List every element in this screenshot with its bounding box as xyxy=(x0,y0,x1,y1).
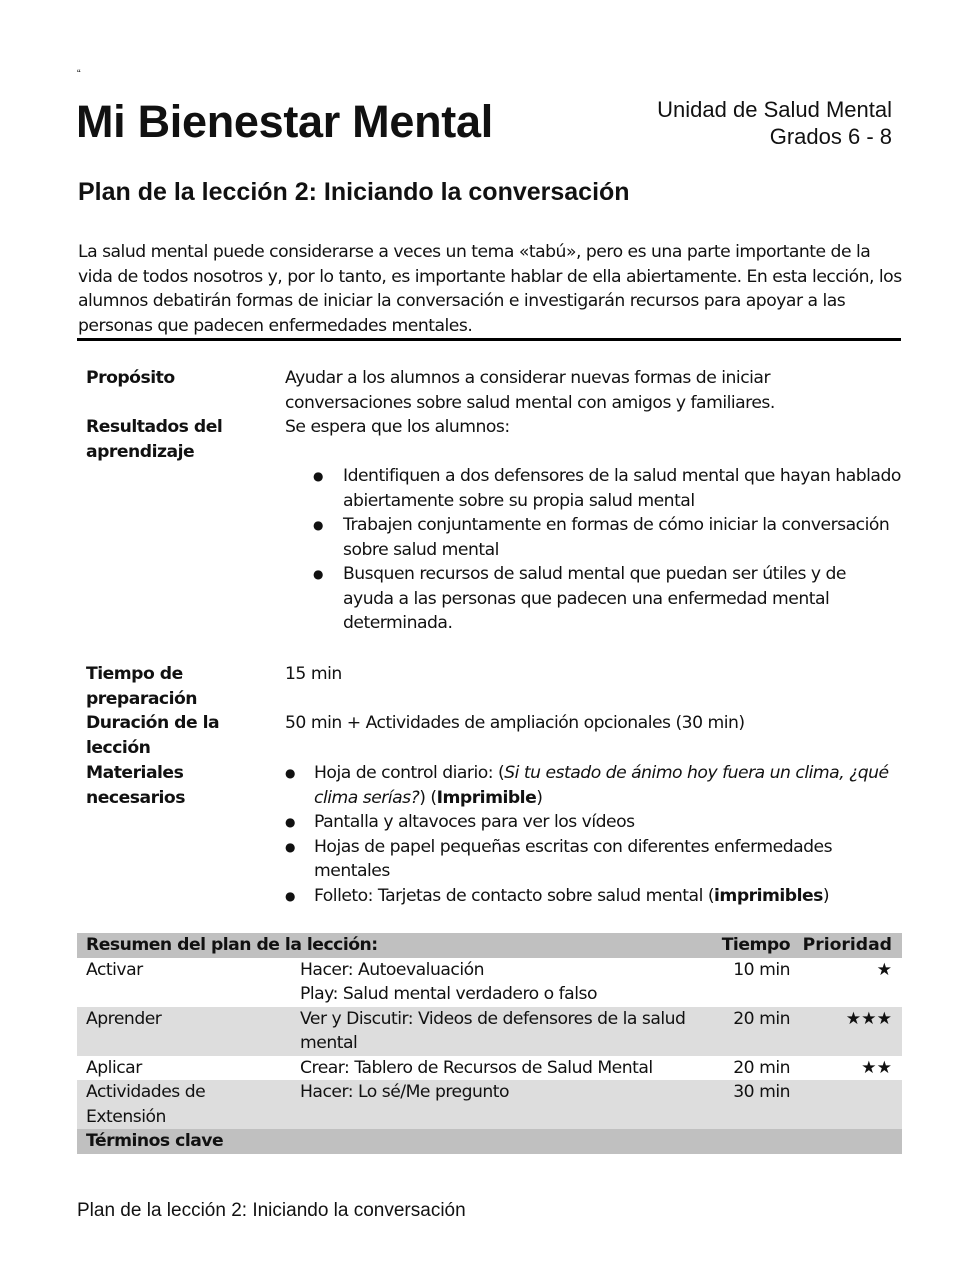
material-text: ) ( xyxy=(419,787,437,808)
list-item: ● Busquen recursos de salud mental que puedan ser útiles y de ayuda a las personas que padecen una enfermedad mental determinada. xyxy=(285,562,901,636)
material-text: ) xyxy=(536,787,543,808)
list-item: ● Hojas de papel pequeñas escritas con diferentes enfermedades mentales xyxy=(285,835,901,884)
time-column-header: Tiempo xyxy=(721,935,790,955)
activity-cell: Hacer: Lo sé/Me pregunto xyxy=(300,1082,510,1102)
list-item xyxy=(285,884,901,909)
priority-stars: ★★ xyxy=(861,1057,892,1078)
printable-tag: imprimibles xyxy=(714,885,823,906)
priority-column-header: Prioridad xyxy=(802,935,892,955)
page-footer: Plan de la lección 2: Iniciando la conversación xyxy=(77,1200,466,1221)
lesson-title: Plan de la lección 2: Iniciando la conversación xyxy=(78,178,630,206)
prep-row xyxy=(77,662,901,711)
quote-mark: “ xyxy=(77,68,81,80)
list-item: ● Pantalla y altavoces para ver los vídeos xyxy=(285,810,901,835)
document-title: Mi Bienestar Mental xyxy=(76,96,493,147)
activity-line: Hacer: Autoevaluación xyxy=(300,959,485,980)
time-cell: 10 min xyxy=(733,959,790,980)
activity-cell: Ver y Discutir: Videos de defensores de la salud mental xyxy=(300,1008,686,1053)
materials-label: Materiales necesarios xyxy=(86,763,185,808)
unit-name: Unidad de Salud Mental xyxy=(657,97,892,122)
material-text: Folleto: Tarjetas de contacto sobre salud mental ( xyxy=(314,885,715,906)
activity-cell xyxy=(300,958,720,1007)
phase-cell: Aplicar xyxy=(86,1057,142,1078)
activity-cell: Crear: Tablero de Recursos de Salud Mental xyxy=(300,1057,653,1078)
table-row xyxy=(77,958,902,1007)
phase-cell: Activar xyxy=(86,959,143,980)
list-item xyxy=(285,761,901,810)
material-italic-text: Si tu estado de ánimo hoy fuera un clima, ¿qué clima serías? xyxy=(314,763,889,808)
phase-cell: Actividades de Extensión xyxy=(86,1082,206,1127)
table-row xyxy=(77,1007,902,1056)
material-text: ) xyxy=(822,885,830,906)
outcomes-label: Resultados del aprendizaje xyxy=(86,417,223,462)
outcomes-content xyxy=(285,415,901,636)
summary-header: Resumen del plan de la lección: xyxy=(86,935,378,955)
key-terms-label: Términos clave xyxy=(86,1131,224,1151)
grade-range: Grados 6 - 8 xyxy=(769,124,892,149)
printable-tag: Imprimible xyxy=(436,787,537,808)
duration-label: Duración de la lección xyxy=(86,713,220,758)
list-item: ● Identifiquen a dos defensores de la salud mental que hayan hablado abiertamente sobre su propia salud mental xyxy=(285,464,901,513)
activity-line: Play: Salud mental verdadero o falso xyxy=(300,984,597,1004)
materials-row xyxy=(77,761,901,908)
unit-info xyxy=(657,96,892,150)
material-text: Hoja de control diario: ( xyxy=(314,763,505,783)
intro-paragraph: La salud mental puede considerarse a veces un tema «tabú», pero es una parte importante de la vida de todos nosotros y, por lo tanto, es importante hablar de ella abiertamente. En esta lección, los alumnos debatirán formas de iniciar la conversación e investigarán recursos para apoyar a las personas que padecen enfermedades mentales. xyxy=(78,242,902,336)
outcomes-list xyxy=(285,464,901,636)
time-cell: 30 min xyxy=(733,1082,790,1102)
priority-stars: ★ xyxy=(876,959,892,980)
duration-row xyxy=(77,711,901,760)
table-row xyxy=(77,1080,902,1129)
purpose-row xyxy=(77,366,901,415)
summary-table xyxy=(77,933,902,1154)
list-item: ● Trabajen conjuntamente en formas de cómo iniciar la conversación sobre salud mental xyxy=(285,513,901,562)
purpose-label: Propósito xyxy=(86,368,175,388)
priority-stars xyxy=(790,1080,902,1129)
materials-content xyxy=(285,761,901,908)
priority-stars: ★★★ xyxy=(845,1008,892,1029)
prep-value: 15 min xyxy=(285,664,342,684)
duration-value: 50 min + Actividades de ampliación opcionales (30 min) xyxy=(285,713,745,733)
outcomes-lead: Se espera que los alumnos: xyxy=(285,417,510,437)
time-cell: 20 min xyxy=(733,1057,790,1078)
purpose-text: Ayudar a los alumnos a considerar nuevas formas de iniciar conversaciones sobre salud mental con amigos y familiares. xyxy=(285,368,775,413)
outcomes-row xyxy=(77,415,901,636)
materials-list xyxy=(285,761,901,908)
table-row xyxy=(77,1056,902,1081)
key-terms-row xyxy=(77,1129,902,1154)
section-divider xyxy=(77,338,901,341)
prep-label-text: Tiempo de preparación xyxy=(86,664,198,709)
prep-label xyxy=(77,662,285,711)
time-cell: 20 min xyxy=(733,1008,790,1029)
phase-cell: Aprender xyxy=(86,1008,162,1029)
summary-header-row xyxy=(77,933,902,958)
